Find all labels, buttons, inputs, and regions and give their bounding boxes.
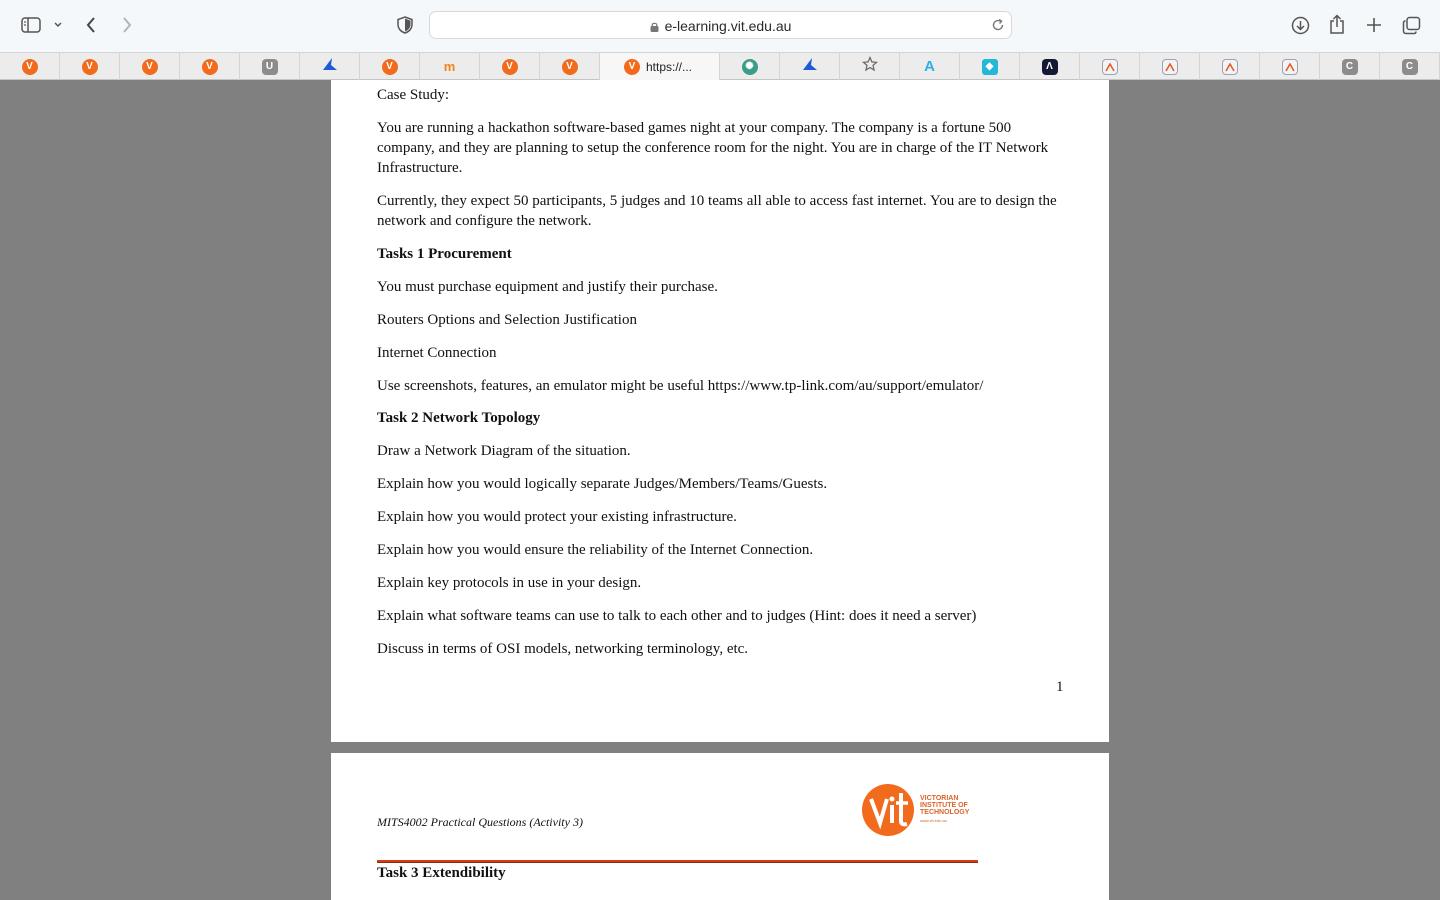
pdf-icon — [1162, 59, 1178, 75]
logo-line-2: INSTITUTE OF — [920, 802, 968, 809]
browser-toolbar — [0, 0, 1440, 52]
active-tab[interactable] — [600, 53, 720, 80]
vit-icon: V — [562, 59, 578, 75]
page-number: 1 — [1056, 679, 1064, 695]
star-icon — [862, 56, 878, 77]
page-header-title: MITS4002 Practical Questions (Activity 3) — [377, 815, 583, 829]
c-icon: C — [1342, 59, 1358, 75]
new-tab-icon[interactable] — [1364, 15, 1384, 35]
favorite-item[interactable] — [840, 53, 900, 80]
favorite-item[interactable] — [1320, 53, 1380, 80]
task-2-line-4: Explain how you would ensure the reliability of the Internet Connection. — [377, 542, 814, 558]
vit-icon: V — [382, 59, 398, 75]
logo-text — [920, 795, 980, 816]
logo-line-3: TECHNOLOGY — [920, 809, 970, 816]
task-1-line-3: Internet Connection — [377, 345, 497, 361]
pdf-icon — [1282, 59, 1298, 75]
favorite-item[interactable] — [1140, 53, 1200, 80]
c-icon: C — [1402, 59, 1418, 75]
logo-url: www.vit.edu.au — [920, 818, 947, 823]
favorite-item[interactable] — [240, 53, 300, 80]
chevron-down-icon[interactable] — [52, 19, 64, 31]
shark-icon — [802, 57, 818, 76]
favorite-item[interactable] — [360, 53, 420, 80]
favorites-bar — [0, 52, 1440, 80]
favorite-item[interactable] — [0, 53, 60, 80]
moodle-icon: m — [443, 59, 456, 74]
chatgpt-icon: ✺ — [742, 59, 758, 75]
favorite-item[interactable] — [60, 53, 120, 80]
task-1-line-4: Use screenshots, features, an emulator might be useful https://www.tp-link.com/au/support/emulator/ — [377, 378, 984, 394]
page-1-body — [377, 80, 1067, 680]
document-page-1 — [331, 80, 1109, 742]
favorite-item[interactable] — [1080, 53, 1140, 80]
privacy-shield-icon[interactable] — [396, 16, 414, 34]
active-tab-title: https://... — [646, 59, 693, 74]
vit-icon: V — [82, 59, 98, 75]
favorite-item[interactable] — [900, 53, 960, 80]
favorite-item[interactable] — [300, 53, 360, 80]
header-divider — [377, 860, 978, 863]
u-icon: U — [262, 59, 278, 75]
case-study-paragraph-2: Currently, they expect 50 participants, 5 judges and 10 teams all able to access fast internet. You are to design the network and configure the network. — [377, 193, 1057, 229]
back-button[interactable] — [82, 15, 100, 35]
cube-icon: ◆ — [982, 59, 998, 75]
task-2-line-3: Explain how you would protect your existing infrastructure. — [377, 509, 737, 525]
share-icon[interactable] — [1327, 13, 1347, 35]
favorite-item[interactable] — [1380, 53, 1440, 80]
case-study-label: Case Study: — [377, 87, 450, 103]
sidebar-toggle-icon[interactable] — [20, 16, 42, 34]
vit-icon: V — [202, 59, 218, 75]
favorite-item[interactable] — [540, 53, 600, 80]
task-1-line-2: Routers Options and Selection Justification — [377, 312, 637, 328]
favorite-item[interactable] — [720, 53, 780, 80]
address-bar[interactable] — [429, 11, 1012, 39]
vit-icon: V — [142, 59, 158, 75]
favorite-item[interactable] — [960, 53, 1020, 80]
pdf-icon — [1102, 59, 1118, 75]
task-2-line-5: Explain key protocols in use in your design. — [377, 575, 642, 591]
dark-icon: Λ — [1042, 59, 1058, 75]
pdf-icon — [1222, 59, 1238, 75]
vit-icon: V — [502, 59, 518, 75]
forward-button[interactable] — [118, 15, 136, 35]
task-1-heading: Tasks 1 Procurement — [377, 246, 512, 262]
task-2-line-1: Draw a Network Diagram of the situation. — [377, 443, 631, 459]
task-2-line-2: Explain how you would logically separate Judges/Members/Teams/Guests. — [377, 476, 828, 492]
downloads-icon[interactable] — [1290, 15, 1310, 35]
tab-overview-icon[interactable] — [1401, 15, 1421, 35]
task-2-line-7: Discuss in terms of OSI models, networking terminology, etc. — [377, 641, 749, 657]
reload-icon[interactable] — [991, 18, 1005, 37]
document-page-2 — [331, 753, 1109, 900]
task-2-line-6: Explain what software teams can use to talk to each other and to judges (Hint: does it need a server) — [377, 608, 977, 624]
task-3-heading: Task 3 Extendibility — [377, 865, 506, 881]
address-text — [430, 18, 1011, 34]
task-2-heading: Task 2 Network Topology — [377, 410, 541, 426]
favorite-item[interactable] — [1020, 53, 1080, 80]
vit-icon: V — [22, 59, 38, 75]
vit-logo-mark-icon — [861, 783, 917, 837]
task-1-line-1: You must purchase equipment and justify their purchase. — [377, 279, 718, 295]
favorite-item[interactable] — [1260, 53, 1320, 80]
favorite-item[interactable] — [780, 53, 840, 80]
vit-icon: V — [624, 59, 640, 75]
shark-icon — [322, 57, 338, 76]
lock-icon — [650, 22, 659, 32]
case-study-paragraph-1: You are running a hackathon software-based games night at your company. The company is a fortune 500 company, and they are planning to setup the conference room for the night. You are in charge of the IT Network Infrastructure. — [377, 120, 1049, 176]
favorite-item[interactable] — [180, 53, 240, 80]
favorite-item[interactable] — [480, 53, 540, 80]
url-text: e-learning.vit.edu.au — [664, 18, 792, 34]
vit-logo — [861, 783, 981, 837]
logo-line-1: VICTORIAN — [920, 795, 959, 802]
favorite-item[interactable] — [1200, 53, 1260, 80]
favorite-item[interactable] — [420, 53, 480, 80]
favorite-item[interactable] — [120, 53, 180, 80]
a-icon: A — [924, 58, 935, 75]
